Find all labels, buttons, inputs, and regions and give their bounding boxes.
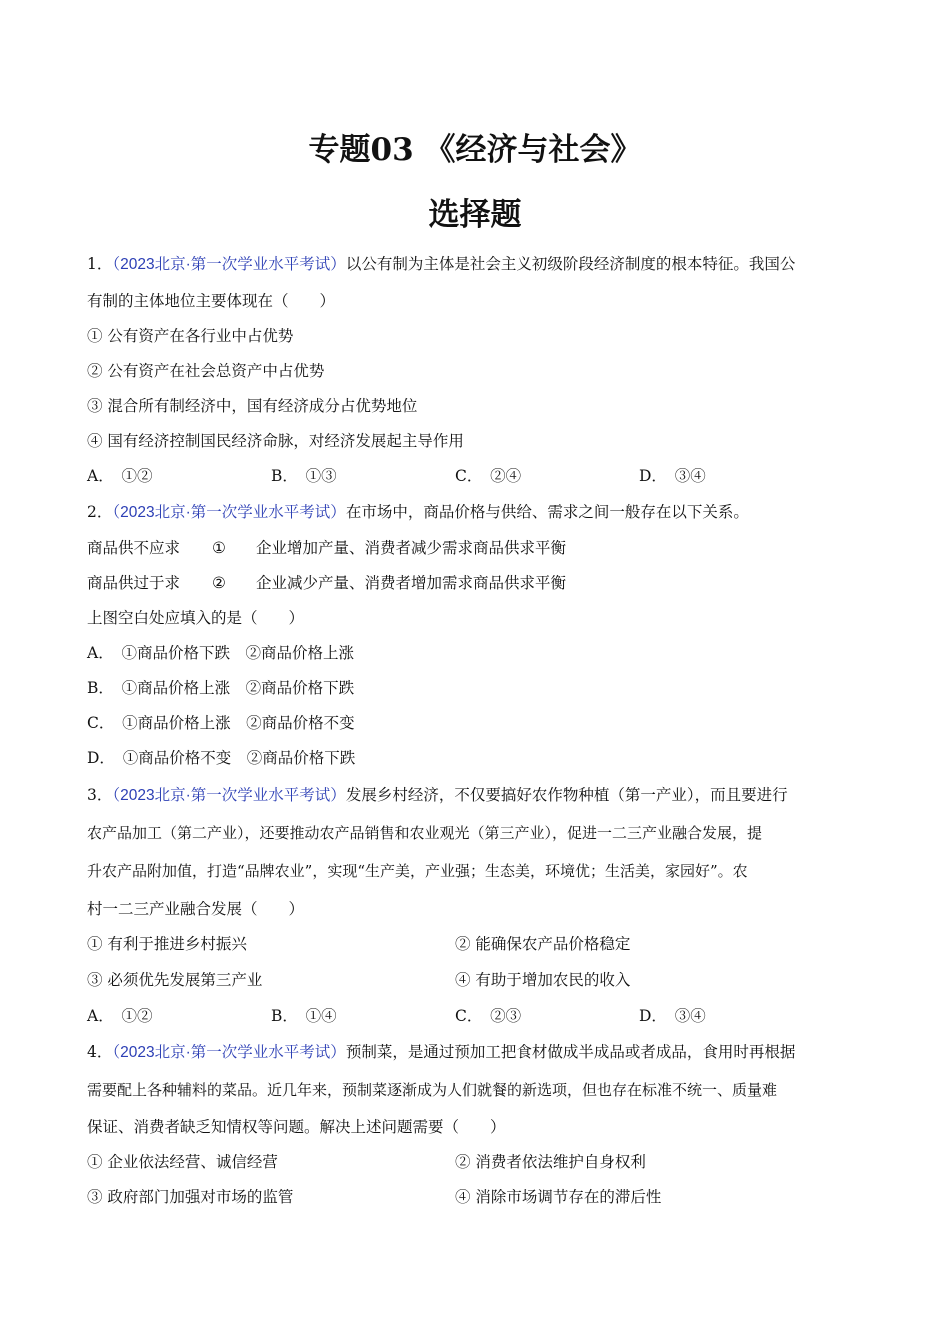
statement-item: ② 公有资产在社会总资产中占优势	[87, 362, 325, 380]
option-d: D． ③④	[639, 467, 706, 485]
option-c: C． ①商品价格上涨 ②商品价格不变	[87, 714, 355, 732]
option-d: D． ①商品价格不变 ②商品价格下跌	[87, 749, 356, 767]
statement-item: ④ 消除市场调节存在的滞后性	[455, 1188, 662, 1206]
statement-item: ② 消费者依法维护自身权利	[455, 1153, 646, 1171]
question-1-stem-cont: 有制的主体地位主要体现在（ ）	[87, 292, 336, 310]
question-number: 3．	[87, 786, 113, 804]
statement-item: ① 公有资产在各行业中占优势	[87, 327, 294, 345]
question-text: 以公有制为主体是社会主义初级阶段经济制度的根本特征。我国公	[345, 255, 796, 273]
option-d: D． ③④	[639, 1007, 706, 1025]
statement-item: ④ 有助于增加农民的收入	[455, 971, 631, 989]
question-source: （2023北京·第一次学业水平考试）	[112, 1044, 346, 1061]
question-3-stem-cont: 村一二三产业融合发展（ ）	[87, 900, 305, 918]
statement-item: ③ 必须优先发展第三产业	[87, 971, 263, 989]
question-number: 2．	[87, 503, 113, 521]
statement-item: ④ 国有经济控制国民经济命脉，对经济发展起主导作用	[87, 432, 464, 450]
question-number: 4．	[87, 1043, 113, 1061]
flow-blank-2: ②	[212, 574, 226, 592]
question-4-stem-cont: 需要配上各种辅料的菜品。近几年来，预制菜逐渐成为人们就餐的新选项，但也存在标准不统一、质量难	[87, 1081, 778, 1099]
option-c: C． ②③	[455, 1007, 522, 1025]
question-4-stem	[87, 1040, 863, 1065]
question-number: 1．	[87, 255, 113, 273]
option-b: B． ①商品价格上涨 ②商品价格下跌	[87, 679, 355, 697]
flow-left-1: 商品供不应求	[87, 539, 181, 557]
option-c: C． ②④	[455, 467, 522, 485]
option-a: A． ①②	[87, 1007, 153, 1025]
question-1-stem	[87, 252, 863, 277]
flow-left-2: 商品供过于求	[87, 574, 181, 592]
question-source: （2023北京·第一次学业水平考试）	[112, 787, 346, 804]
option-b: B． ①③	[271, 467, 337, 485]
statement-item: ① 有利于推进乡村振兴	[87, 935, 247, 953]
question-prompt: 上图空白处应填入的是（ ）	[87, 609, 305, 627]
question-3-stem-cont: 升农产品附加值，打造“品牌农业”，实现“生产美，产业强；生态美，环境优；生活美，家园好”。农	[87, 862, 748, 880]
flow-right-2: 企业减少产量、消费者增加需求商品供求平衡	[256, 574, 567, 592]
question-source: （2023北京·第一次学业水平考试）	[112, 256, 346, 273]
statement-item: ② 能确保农产品价格稳定	[455, 935, 631, 953]
question-3-stem	[87, 783, 863, 808]
flow-right-1: 企业增加产量、消费者减少需求商品供求平衡	[256, 539, 567, 557]
option-b: B． ①④	[271, 1007, 337, 1025]
option-a: A． ①②	[87, 467, 153, 485]
question-4-stem-cont: 保证、消费者缺乏知情权等问题。解决上述问题需要（ ）	[87, 1118, 506, 1136]
question-source: （2023北京·第一次学业水平考试）	[112, 504, 346, 521]
question-2-stem	[87, 500, 863, 525]
question-3-stem-cont: 农产品加工（第二产业），还要推动农产品销售和农业观光（第三产业），促进一二三产业融合发展，提	[87, 824, 763, 842]
statement-item: ① 企业依法经营、诚信经营	[87, 1153, 278, 1171]
question-text: 预制菜，是通过预加工把食材做成半成品或者成品，食用时再根据	[345, 1043, 796, 1061]
statement-item: ③ 政府部门加强对市场的监管	[87, 1188, 294, 1206]
statement-item: ③ 混合所有制经济中，国有经济成分占优势地位	[87, 397, 418, 415]
section-title: 选择题	[428, 197, 522, 233]
document-title: 专题03 《经济与社会》	[308, 132, 642, 168]
question-text: 在市场中，商品价格与供给、需求之间一般存在以下关系。	[345, 503, 749, 521]
option-a: A． ①商品价格下跌 ②商品价格上涨	[87, 644, 354, 662]
flow-blank-1: ①	[212, 539, 226, 557]
question-text: 发展乡村经济，不仅要搞好农作物种植（第一产业），而且要进行	[345, 786, 788, 804]
